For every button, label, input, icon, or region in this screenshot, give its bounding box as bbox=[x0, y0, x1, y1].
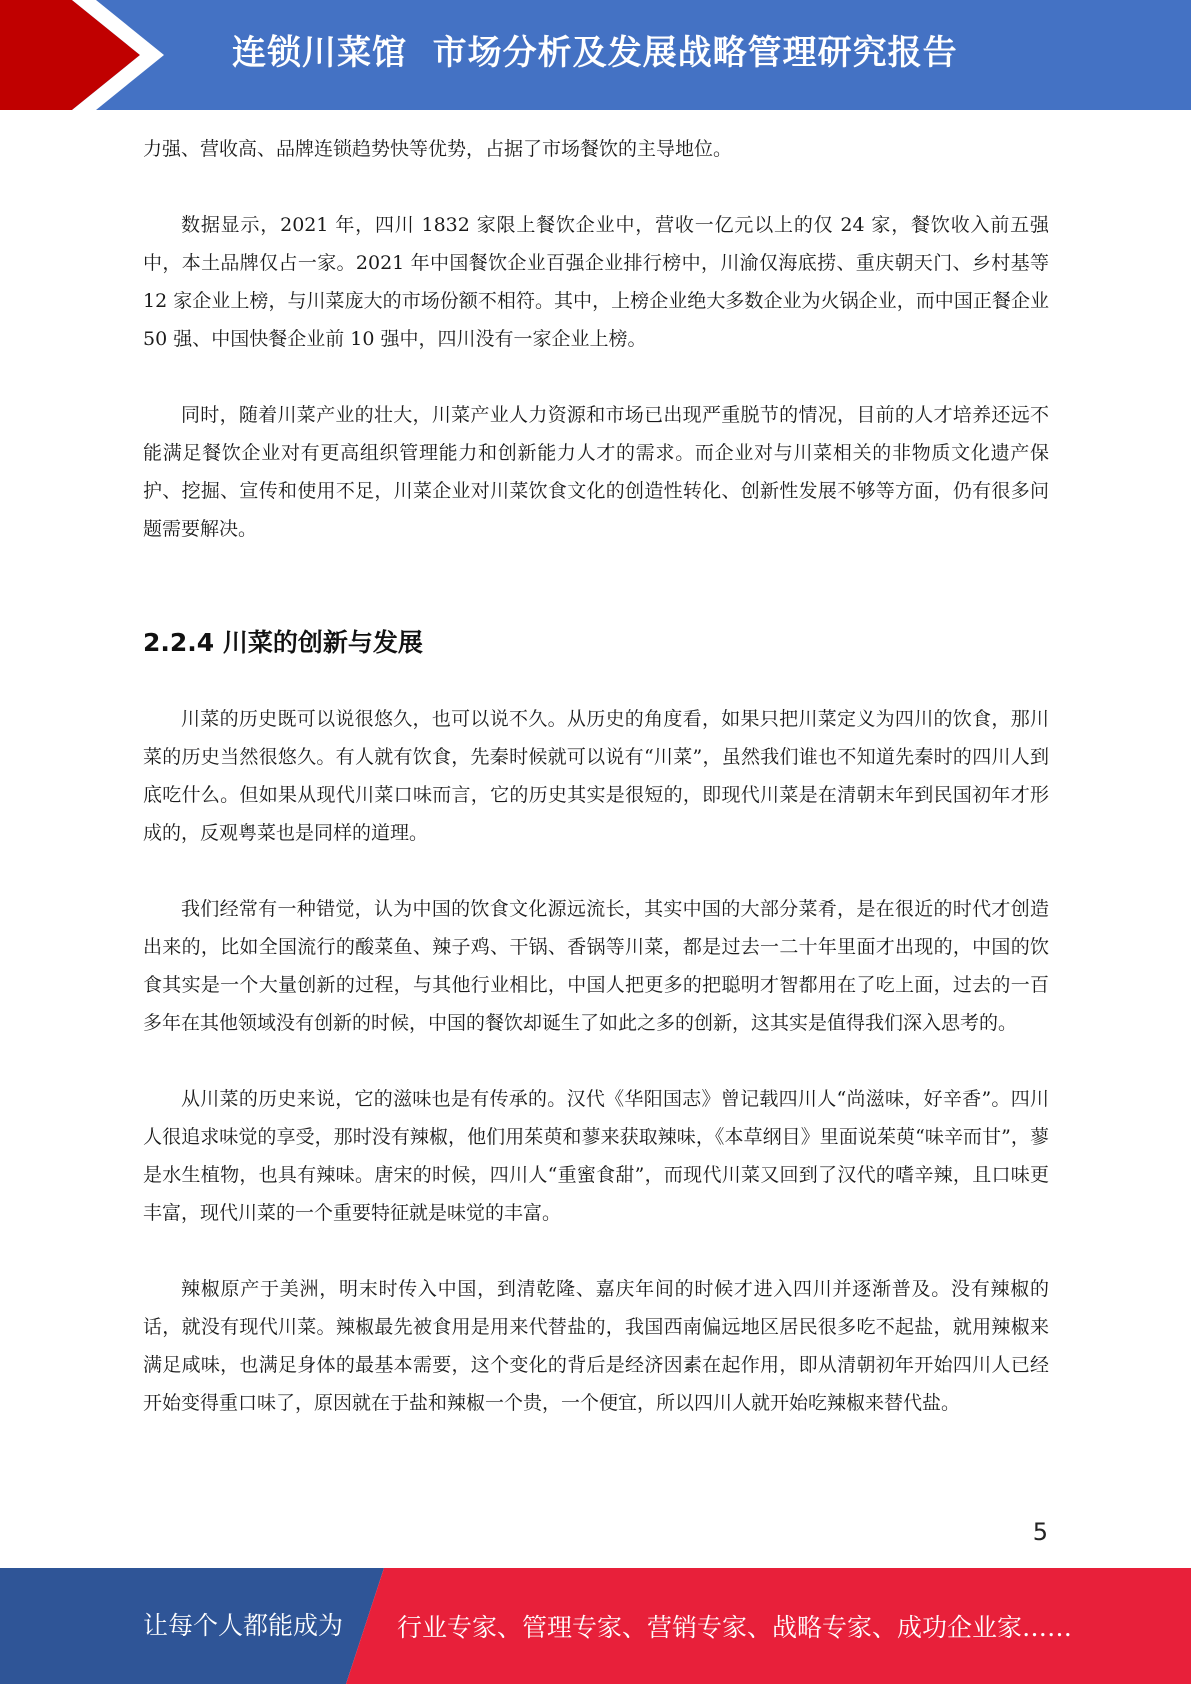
footer-slogan-right: 行业专家、管理专家、营销专家、战略专家、成功企业家…… bbox=[397, 1613, 1073, 1642]
page-number: 5 bbox=[1032, 1518, 1048, 1546]
page-header bbox=[0, 0, 1191, 110]
section-heading: 2.2.4 川菜的创新与发展 bbox=[143, 628, 423, 657]
body-paragraph-4: 川菜的历史既可以说很悠久，也可以说不久。从历史的角度看，如果只把川菜定义为四川的饮食，那川菜的历史当然很悠久。有人就有饮食，先秦时候就可以说有“川菜”，虽然我们谁也不知道先秦时的四川人到底吃什么。但如果从现代川菜口味而言，它的历史其实是很短的，即现代川菜是在清朝末年到民国初年才形成的，反观粤菜也是同样的道理。 bbox=[143, 708, 1049, 844]
report-title: 连锁川菜馆 市场分析及发展战略管理研究报告 bbox=[232, 33, 958, 73]
body-paragraph-5: 我们经常有一种错觉，认为中国的饮食文化源远流长，其实中国的大部分菜肴，是在很近的时代才创造出来的，比如全国流行的酸菜鱼、辣子鸡、干锅、香锅等川菜，都是过去一二十年里面才出现的，中国的饮食其实是一个大量创新的过程，与其他行业相比，中国人把更多的把聪明才智都用在了吃上面，过去的一百多年在其他领域没有创新的时候，中国的餐饮却诞生了如此之多的创新，这其实是值得我们深入思考的。 bbox=[143, 898, 1049, 1034]
page-footer bbox=[0, 1568, 1191, 1684]
body-paragraph-2: 数据显示，2021 年，四川 1832 家限上餐饮企业中，营收一亿元以上的仅 24 家，餐饮收入前五强中，本土品牌仅占一家。2021 年中国餐饮企业百强企业排行榜中，川渝仅海底捞、重庆朝天门、乡村基等 12 家企业上榜，与川菜庞大的市场份额不相符。其中，上榜企业绝大多数企业为火锅企业，而中国正餐企业 50 强、中国快餐企业前 10 强中，四川没有一家企业上榜。 bbox=[143, 214, 1049, 350]
body-paragraph-1: 力强、营收高、品牌连锁趋势快等优势，占据了市场餐饮的主导地位。 bbox=[143, 138, 733, 160]
body-paragraph-7: 辣椒原产于美洲，明末时传入中国，到清乾隆、嘉庆年间的时候才进入四川并逐渐普及。没有辣椒的话，就没有现代川菜。辣椒最先被食用是用来代替盐的，我国西南偏远地区居民很多吃不起盐，就用辣椒来满足咸味，也满足身体的最基本需要，这个变化的背后是经济因素在起作用，即从清朝初年开始四川人已经开始变得重口味了，原因就在于盐和辣椒一个贵，一个便宜，所以四川人就开始吃辣椒来替代盐。 bbox=[143, 1278, 1049, 1414]
body-paragraph-6: 从川菜的历史来说，它的滋味也是有传承的。汉代《华阳国志》曾记载四川人“尚滋味，好辛香”。四川人很追求味觉的享受，那时没有辣椒，他们用茱萸和蓼来获取辣味，《本草纲目》里面说茱萸“味辛而甘”，蓼是水生植物，也具有辣味。唐宋的时候，四川人“重蜜食甜”，而现代川菜又回到了汉代的嗜辛辣，且口味更丰富，现代川菜的一个重要特征就是味觉的丰富。 bbox=[143, 1088, 1049, 1224]
page-content bbox=[143, 130, 1049, 1422]
footer-slogan-left: 让每个人都能成为 bbox=[143, 1611, 344, 1640]
body-paragraph-3: 同时，随着川菜产业的壮大，川菜产业人力资源和市场已出现严重脱节的情况，目前的人才培养还远不能满足餐饮企业对有更高组织管理能力和创新能力人才的需求。而企业对与川菜相关的非物质文化遗产保护、挖掘、宣传和使用不足，川菜企业对川菜饮食文化的创造性转化、创新性发展不够等方面，仍有很多问题需要解决。 bbox=[143, 404, 1049, 540]
